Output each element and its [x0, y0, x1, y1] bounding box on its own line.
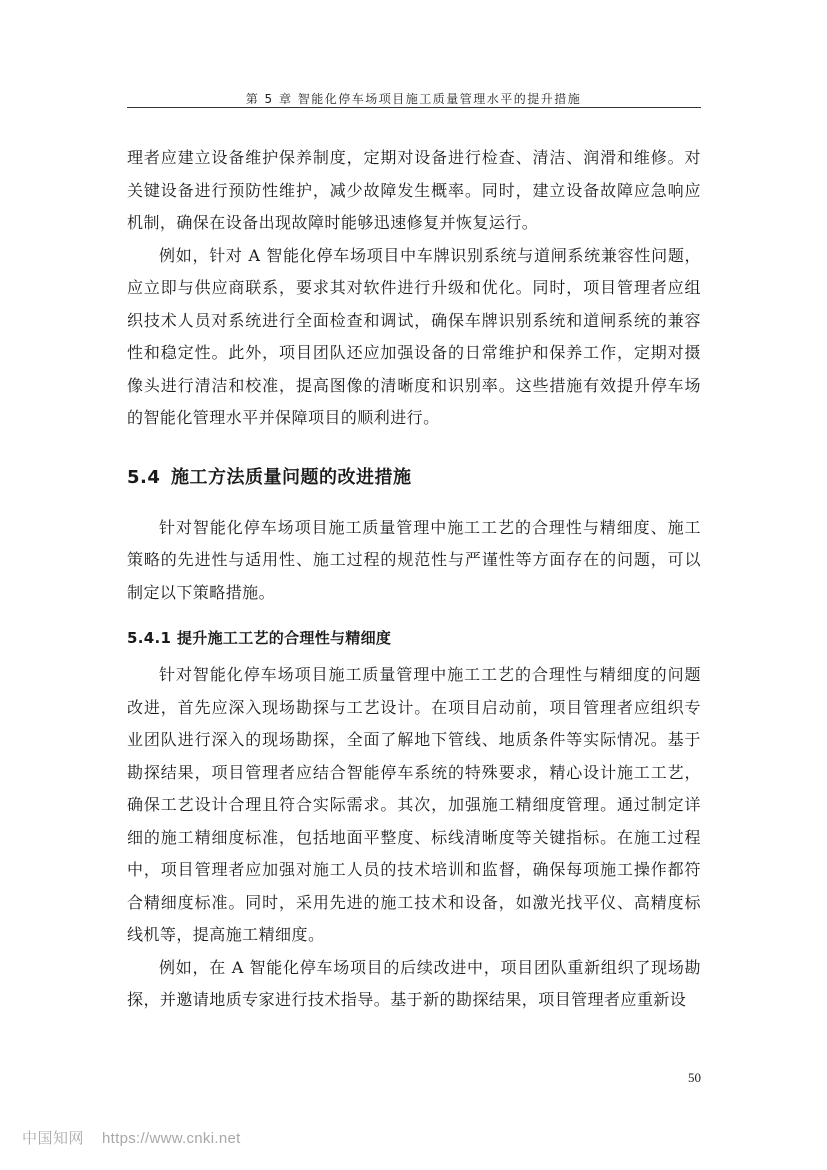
- body-paragraph: 例如，针对 A 智能化停车场项目中车牌识别系统与道闸系统兼容性问题，应立即与供应商联系，要求其对软件进行升级和优化。同时，项目管理者应组织技术人员对系统进行全面检查和调试，确保车牌识别系统和道闸系统的兼容性和稳定性。此外，项目团队还应加强设备的日常维护和保养工作，定期对摄像头进行清洁和校准，提高图像的清晰度和识别率。这些措施有效提升停车场的智能化管理水平并保障项目的顺利进行。: [127, 245, 701, 427]
- section-intro-paragraph: 针对智能化停车场项目施工质量管理中施工工艺的合理性与精细度、施工策略的先进性与适用性、施工过程的规范性与严谨性等方面存在的问题，可以制定以下策略措施。: [127, 517, 701, 602]
- watermark-site-name: 中国知网: [22, 1129, 85, 1147]
- subsection-title: 提升施工工艺的合理性与精细度: [177, 629, 392, 647]
- header-divider: [127, 107, 701, 108]
- section-heading: [127, 463, 701, 489]
- section-title: 施工方法质量问题的改进措施: [171, 466, 412, 488]
- subsection-heading: [127, 627, 701, 648]
- body-paragraph: 针对智能化停车场项目施工质量管理中施工工艺的合理性与精细度的问题改进，首先应深入现场勘探与工艺设计。在项目启动前，项目管理者应组织专业团队进行深入的现场勘探，全面了解地下管线、地质条件等实际情况。基于勘探结果，项目管理者应结合智能停车系统的特殊要求，精心设计施工工艺，确保工艺设计合理且符合实际需求。其次，加强施工精细度管理。通过制定详细的施工精细度标准，包括地面平整度、标线清晰度等关键指标。在施工过程中，项目管理者应加强对施工人员的技术培训和监督，确保每项施工操作都符合精细度标准。同时，采用先进的施工技术和设备，如激光找平仪、高精度标线机等，提高施工精细度。: [127, 665, 701, 944]
- subsection-number: 5.4.1: [127, 629, 172, 647]
- body-paragraph: 理者应建立设备维护保养制度，定期对设备进行检查、清洁、润滑和维修。对关键设备进行预防性维护，减少故障发生概率。同时，建立设备故障应急响应机制，确保在设备出现故障时能够迅速修复并恢复运行。: [127, 148, 701, 232]
- watermark: [22, 1127, 241, 1148]
- running-header: 第 5 章 智能化停车场项目施工质量管理水平的提升措施: [245, 92, 582, 106]
- page-number: 50: [688, 1070, 701, 1085]
- page-body: [127, 142, 701, 1017]
- body-paragraph: 例如，在 A 智能化停车场项目的后续改进中，项目团队重新组织了现场勘探，并邀请地质专家进行技术指导。基于新的勘探结果，项目管理者应重新设: [127, 957, 701, 1009]
- section-number: 5.4: [127, 466, 161, 488]
- watermark-url: https://www.cnki.net: [102, 1130, 241, 1147]
